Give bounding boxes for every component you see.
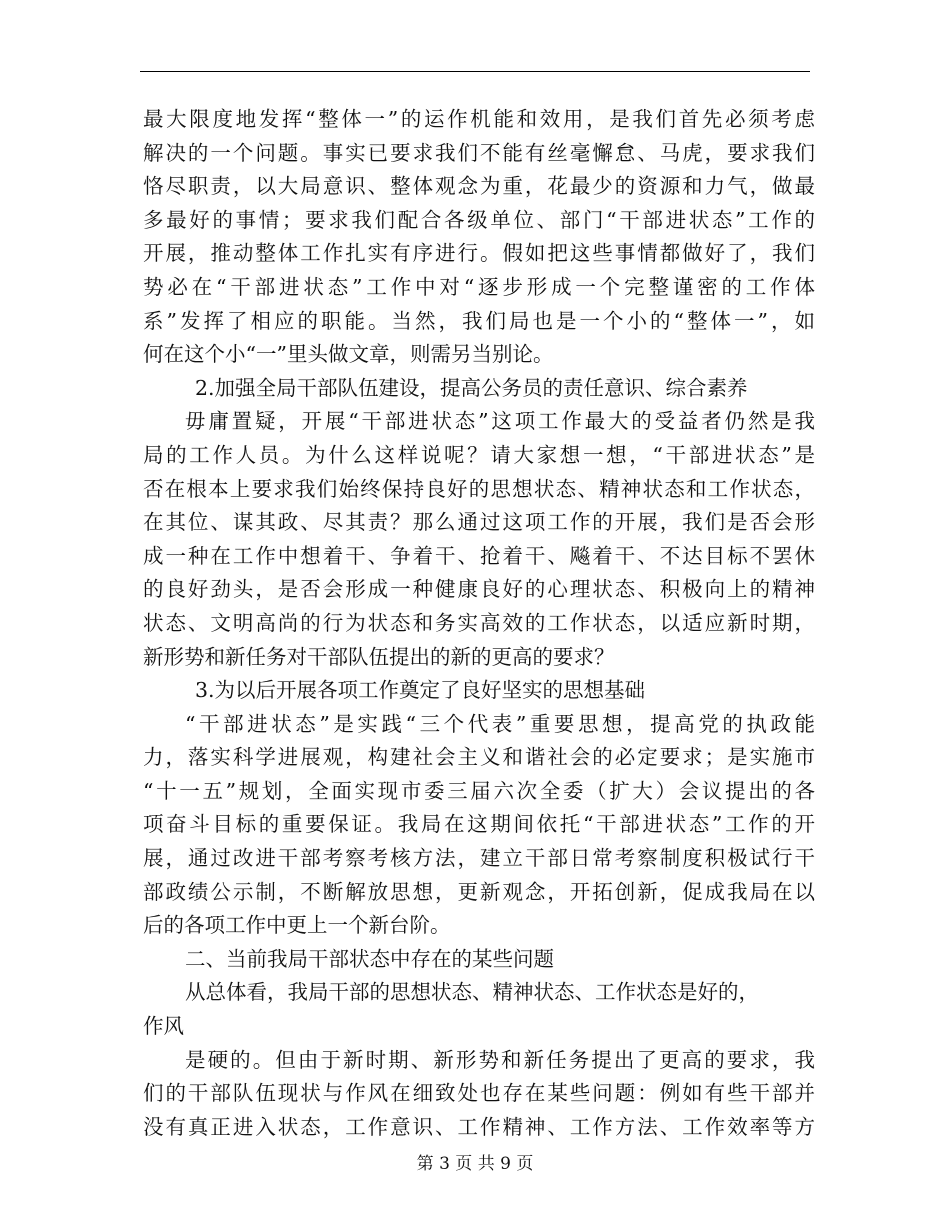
text-line: 系”发挥了相应的职能。当然，我们局也是一个小的“整体一”，如 xyxy=(143,308,815,333)
text-line: 从总体看，我局干部的思想状态、精神状态、工作状态是好的， xyxy=(185,980,759,1005)
text-line: 项奋斗目标的重要保证。我局在这期间依托“干部进状态”工作的开 xyxy=(143,812,815,837)
page-number-footer: 第 3 页 共 9 页 xyxy=(416,1154,534,1174)
section-heading: 二、当前我局干部状态中存在的某些问题 xyxy=(185,946,554,971)
text-line: 的良好劲头，是否会形成一种健康良好的心理状态、积极向上的精神 xyxy=(143,577,815,602)
text-line: 在其位、谋其政、尽其责？那么通过这项工作的开展，我们是否会形 xyxy=(143,510,815,535)
document-body xyxy=(143,103,815,1144)
text-line: 解决的一个问题。事实已要求我们不能有丝毫懈怠、马虎，要求我们 xyxy=(143,140,815,165)
text-line: 成一种在工作中想着干、争着干、抢着干、飚着干、不达目标不罢休 xyxy=(143,543,815,568)
text-line: 势必在“干部进状态”工作中对“逐步形成一个完整谨密的工作体 xyxy=(143,274,815,299)
text-line: 恪尽职责，以大局意识、整体观念为重，花最少的资源和力气，做最 xyxy=(143,174,815,199)
section-heading: 2.加强全局干部队伍建设，提高公务员的责任意识、综合素养 xyxy=(195,375,748,400)
text-line: 局的工作人员。为什么这样说呢？请大家想一想，“干部进状态”是 xyxy=(143,442,815,467)
text-line: 最大限度地发挥“整体一”的运作机能和效用，是我们首先必须考虑 xyxy=(143,107,815,131)
section-heading: 3.为以后开展各项工作奠定了良好坚实的思想基础 xyxy=(195,678,646,703)
text-line: 何在这个小“一”里头做文章，则需另当别论。 xyxy=(143,342,554,367)
text-line: 展，通过改进干部考察考核方法，建立干部日常考察制度积极试行干 xyxy=(143,846,815,871)
text-line: 多最好的事情；要求我们配合各级单位、部门“干部进状态”工作的 xyxy=(143,207,815,232)
text-line: 力，落实科学进展观，构建社会主义和谐社会的必定要求；是实施市 xyxy=(143,745,815,770)
text-line: 没有真正进入状态，工作意识、工作精神、工作方法、工作效率等方 xyxy=(143,1114,815,1139)
text-line: “干部进状态”是实践“三个代表”重要思想，提高党的执政能 xyxy=(185,711,815,736)
text-line: 状态、文明高尚的行为状态和务实高效的工作状态，以适应新时期， xyxy=(143,610,815,635)
header-rule xyxy=(140,71,810,72)
text-line: 毋庸置疑，开展“干部进状态”这项工作最大的受益者仍然是我 xyxy=(185,409,815,434)
text-line: 后的各项工作中更上一个新台阶。 xyxy=(143,913,451,938)
text-line: 新形势和新任务对干部队伍提出的新的更高的要求？ xyxy=(143,644,615,669)
text-line: 作风 xyxy=(143,1014,184,1039)
text-line: 是硬的。但由于新时期、新形势和新任务提出了更高的要求，我 xyxy=(185,1047,815,1072)
text-line: “十一五”规划，全面实现市委三届六次全委（扩大）会议提出的各 xyxy=(143,778,815,803)
text-line: 否在根本上要求我们始终保持良好的思想状态、精神状态和工作状态， xyxy=(143,476,815,501)
text-line: 们的干部队伍现状与作风在细致处也存在某些问题：例如有些干部并 xyxy=(143,1081,815,1106)
text-line: 部政绩公示制，不断解放思想，更新观念，开拓创新，促成我局在以 xyxy=(143,879,815,904)
text-line: 开展，推动整体工作扎实有序进行。假如把这些事情都做好了，我们 xyxy=(143,241,815,266)
